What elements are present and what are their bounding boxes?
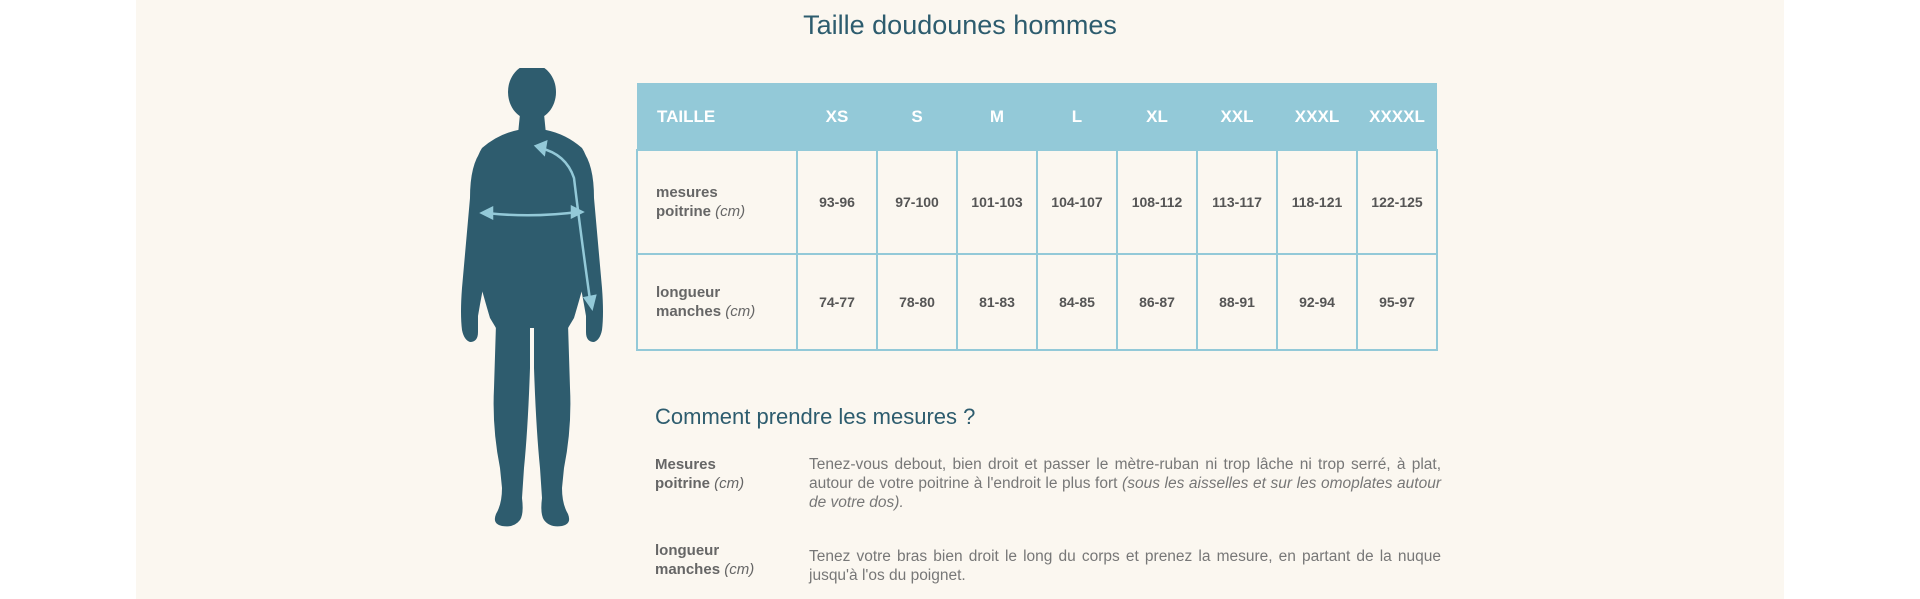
header-taille: TAILLE	[637, 84, 797, 150]
table-cell: 93-96	[797, 150, 877, 254]
instruction-text: Tenez votre bras bien droit le long du corps et prenez la mesure, en partant de la nuque jusqu'à l'os du poignet.	[809, 548, 1441, 584]
table-cell: 86-87	[1117, 254, 1197, 350]
table-cell: 108-112	[1117, 150, 1197, 254]
table-row-chest	[637, 150, 1437, 254]
table-cell: 97-100	[877, 150, 957, 254]
header-size-xxxxl: XXXXL	[1357, 84, 1437, 150]
instruction-text-italic: (sous les aisselles et sur les omoplates autour de votre dos).	[809, 475, 1442, 511]
label-line2: manches	[656, 303, 722, 320]
table-cell: 118-121	[1277, 150, 1357, 254]
term-line2: manches	[655, 561, 721, 578]
label-unit: (cm)	[715, 203, 746, 220]
term-unit: (cm)	[714, 475, 745, 492]
table-cell: 92-94	[1277, 254, 1357, 350]
label-line1: mesures	[656, 184, 718, 201]
header-size-xs: XS	[797, 84, 877, 150]
instruction-text-chest	[809, 455, 1441, 512]
term-line1: longueur	[655, 542, 720, 559]
table-row-sleeve	[637, 254, 1437, 350]
header-size-xxl: XXL	[1197, 84, 1277, 150]
table-cell: 88-91	[1197, 254, 1277, 350]
size-table-header	[637, 84, 1437, 150]
table-cell: 101-103	[957, 150, 1037, 254]
page-title: Taille doudounes hommes	[803, 10, 1117, 40]
instruction-term-sleeve	[655, 541, 795, 579]
size-table	[636, 83, 1438, 351]
row-label-chest	[637, 150, 797, 254]
term-line2: poitrine	[655, 475, 710, 492]
human-silhouette-icon	[442, 68, 622, 540]
header-size-xxxl: XXXL	[1277, 84, 1357, 150]
table-cell: 95-97	[1357, 254, 1437, 350]
table-cell: 122-125	[1357, 150, 1437, 254]
table-cell: 74-77	[797, 254, 877, 350]
term-line1: Mesures	[655, 456, 716, 473]
table-cell: 104-107	[1037, 150, 1117, 254]
header-size-l: L	[1037, 84, 1117, 150]
instructions-title: Comment prendre les mesures ?	[655, 404, 976, 429]
header-size-s: S	[877, 84, 957, 150]
label-line1: longueur	[656, 284, 721, 301]
label-line2: poitrine	[656, 203, 711, 220]
term-unit: (cm)	[724, 561, 755, 578]
label-unit: (cm)	[725, 303, 756, 320]
size-guide-panel	[136, 0, 1784, 599]
row-label-sleeve	[637, 254, 797, 350]
instruction-text: Tenez-vous debout, bien droit et passer le mètre-ruban ni trop lâche ni trop serré, à plat, autour de votre poitrine à l'endroit le plus fort	[809, 456, 1441, 492]
table-cell: 113-117	[1197, 150, 1277, 254]
table-cell: 78-80	[877, 254, 957, 350]
instruction-term-chest	[655, 455, 795, 493]
header-size-xl: XL	[1117, 84, 1197, 150]
table-cell: 81-83	[957, 254, 1037, 350]
table-cell: 84-85	[1037, 254, 1117, 350]
header-size-m: M	[957, 84, 1037, 150]
instruction-text-sleeve	[809, 547, 1441, 585]
